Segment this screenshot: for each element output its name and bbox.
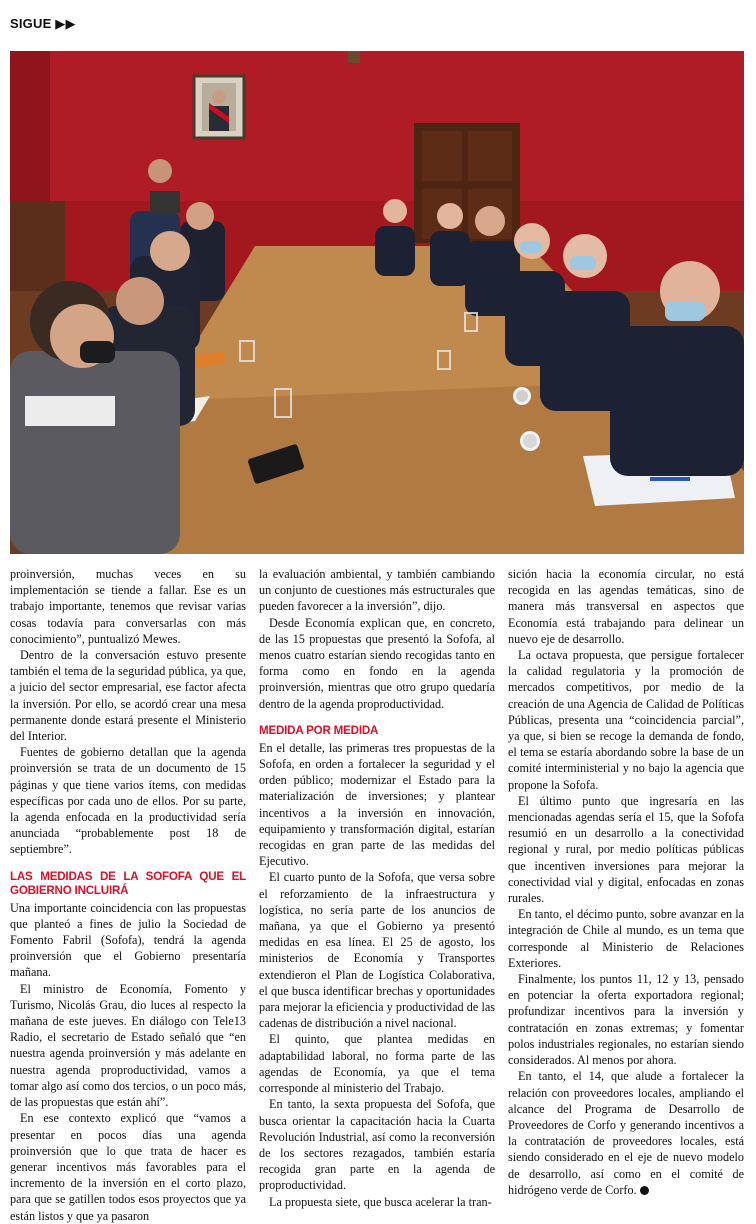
paragraph: En el detalle, las primeras tres propuestas de la Sofofa, en orden a fortalecer la seguridad y el orden público; modernizar el Estado para la materialización de inversiones; y plantear incentivos a la inversión en innovación, equipamiento y transformación digital, estarían recogidas en gran parte de las medidas del Ejecutivo.	[259, 740, 495, 869]
paragraph: En ese contexto explicó que “vamos a presentar en pocos días una agenda proinversión que lo que trata de hacer es generar incentivos más favorables para el incremento de la inversión en el corto plazo, para que se gatillen todos esos proyectos que ya están listos y que ya pasaron	[10, 1111, 246, 1223]
paragraph	[508, 1068, 744, 1198]
paragraph: En tanto, la sexta propuesta del Sofofa, que busca orientar la capacitación hacia la Cuarta Revolución Industrial, así como la reconversión de los sectores rezagados, también estaría recogida gran parte en la agenda de proproductividad.	[259, 1097, 495, 1193]
paragraph: sición hacia la economía circular, no está recogida en las agendas temáticas, sino de manera más transversal en aspectos que Economía está trabajando para delinear un nuevo eje de desarrollo.	[508, 567, 744, 646]
paragraph: El ministro de Economía, Fomento y Turismo, Nicolás Grau, dio luces al respecto la mañana de este jueves. En diálogo con Tele13 Radio, el secretario de Estado señaló que “en nuestra agenda proinversión y más adelante en nuestra agenda proproductividad, vamos a tomar algo así como dos tercios, o un poco más, de las propuestas que están ahí”.	[10, 981, 246, 1110]
paragraph: Una importante coincidencia con las propuestas que planteó a fines de julio la Sociedad de Fomento Fabril (Sofofa), tendrá la agenda proinversión que el Gobierno presentaría mañana.	[10, 900, 246, 980]
column-1	[10, 566, 246, 1223]
paragraph: La octava propuesta, que persigue fortalecer la calidad regulatoria y la promoción de mercados competitivos, por medio de la creación de una Agencia de Calidad de Políticas Públicas, presenta una “coincidencia parcial”, ya que, si bien se recoge la demanda de fondo, el tema se estaría abordando sobre la base de un comité interministerial y no bajo la agencia que propone la Sofofa.	[508, 648, 744, 792]
section-heading: LAS MEDIDAS DE LA SOFOFA QUE EL GOBIERNO INCLUIRÁ	[10, 869, 246, 897]
column-2	[259, 566, 495, 1208]
paragraph: Fuentes de gobierno detallan que la agenda proinversión se trata de un documento de 15 páginas y que tiene varios ítems, con medidas específicas por cada uno de ellos. Por su parte, la agenda enfocada en la productividad sería anunciada “probablemente post 18 de septiembre”.	[10, 745, 246, 857]
paragraph: En tanto, el décimo punto, sobre avanzar en la integración de Chile al mundo, es un tema que corresponde al Ministerio de Relaciones Exteriores.	[508, 907, 744, 970]
meeting-photo	[10, 51, 744, 554]
paragraph-text: En tanto, el 14, que alude a fortalecer la relación con proveedores locales, ampliando el alcance del Programa de Desarrollo de Proveedores de Corfo y generando incentivos a la contratación de proveedores locales, está siendo considerado en el eje de nuevo modelo de desarrollo, así como en el comité de hidrógeno verde de Corfo.	[508, 1069, 744, 1197]
paragraph: La propuesta siete, que busca acelerar la tran-	[269, 1194, 492, 1209]
section-heading: MEDIDA POR MEDIDA	[259, 723, 379, 737]
paragraph: la evaluación ambiental, y también cambiando un conjunto de cuestiones más estructurales que pueden favorecer a la inversión”, dijo.	[259, 567, 495, 614]
paragraph: proinversión, muchas veces en su implementación se tiende a fallar. Ese es un trabajo importante, tenemos que revisar varias cosas todavía para conversarlas con más conocimiento”, puntualizó Mewes.	[10, 567, 246, 646]
end-of-article-icon	[640, 1186, 649, 1195]
article-body	[10, 566, 744, 1223]
column-3	[508, 566, 744, 1208]
paragraph: El último punto que ingresaría en las mencionadas agendas sería el 15, que la Sofofa resumió en un desarrollo a la conectividad regional y rural, por medio políticas públicas que incentiven inversiones para mejorar la conectividad vial y digital, enfocadas en zonas rurales.	[508, 793, 744, 906]
paragraph: El cuarto punto de la Sofofa, que versa sobre el reforzamiento de la infraestructura y logística, no sería parte de los anuncios de mañana, ya que el Gobierno ya presentó medidas en esa línea. El 25 de agosto, los ministerios de Economía y Transportes extendieron el Plan de Logística Colaborativa, el que busca identificar brechas y oportunidades para mejorar la eficiencia y productividad de las cadenas de distribución a nivel nacional.	[259, 870, 495, 1031]
paragraph: Desde Economía explican que, en concreto, de las 15 propuestas que presentó la Sofofa, al menos cuatro estarían siendo recogidas tanto en forma como en fondo en la agenda proinversión, mientras que otro grupo quedaría dentro de la agenda proproductividad.	[259, 615, 495, 711]
paragraph: El quinto, que plantea medidas en adaptabilidad laboral, no forma parte de las agendas de Economía, ya que el tema corresponde al ministerio del Trabajo.	[259, 1032, 495, 1096]
paragraph: Finalmente, los puntos 11, 12 y 13, pensado en potenciar la oferta exportadora regional; profundizar incentivos para la inversión y contratación en zonas extremas; y fomentar polos industriales regionales, no estarían siendo considerados. Al menos por ahora.	[508, 972, 744, 1068]
paragraph: Dentro de la conversación estuvo presente también el tema de la seguridad pública, ya que, a juicio del sector empresarial, ese factor afecta la inversión. Por ello, se acordó crear una mesa permanente donde estará presente el Ministerio del Interior.	[10, 648, 246, 744]
continuation-label: SIGUE ▶▶	[10, 16, 76, 31]
